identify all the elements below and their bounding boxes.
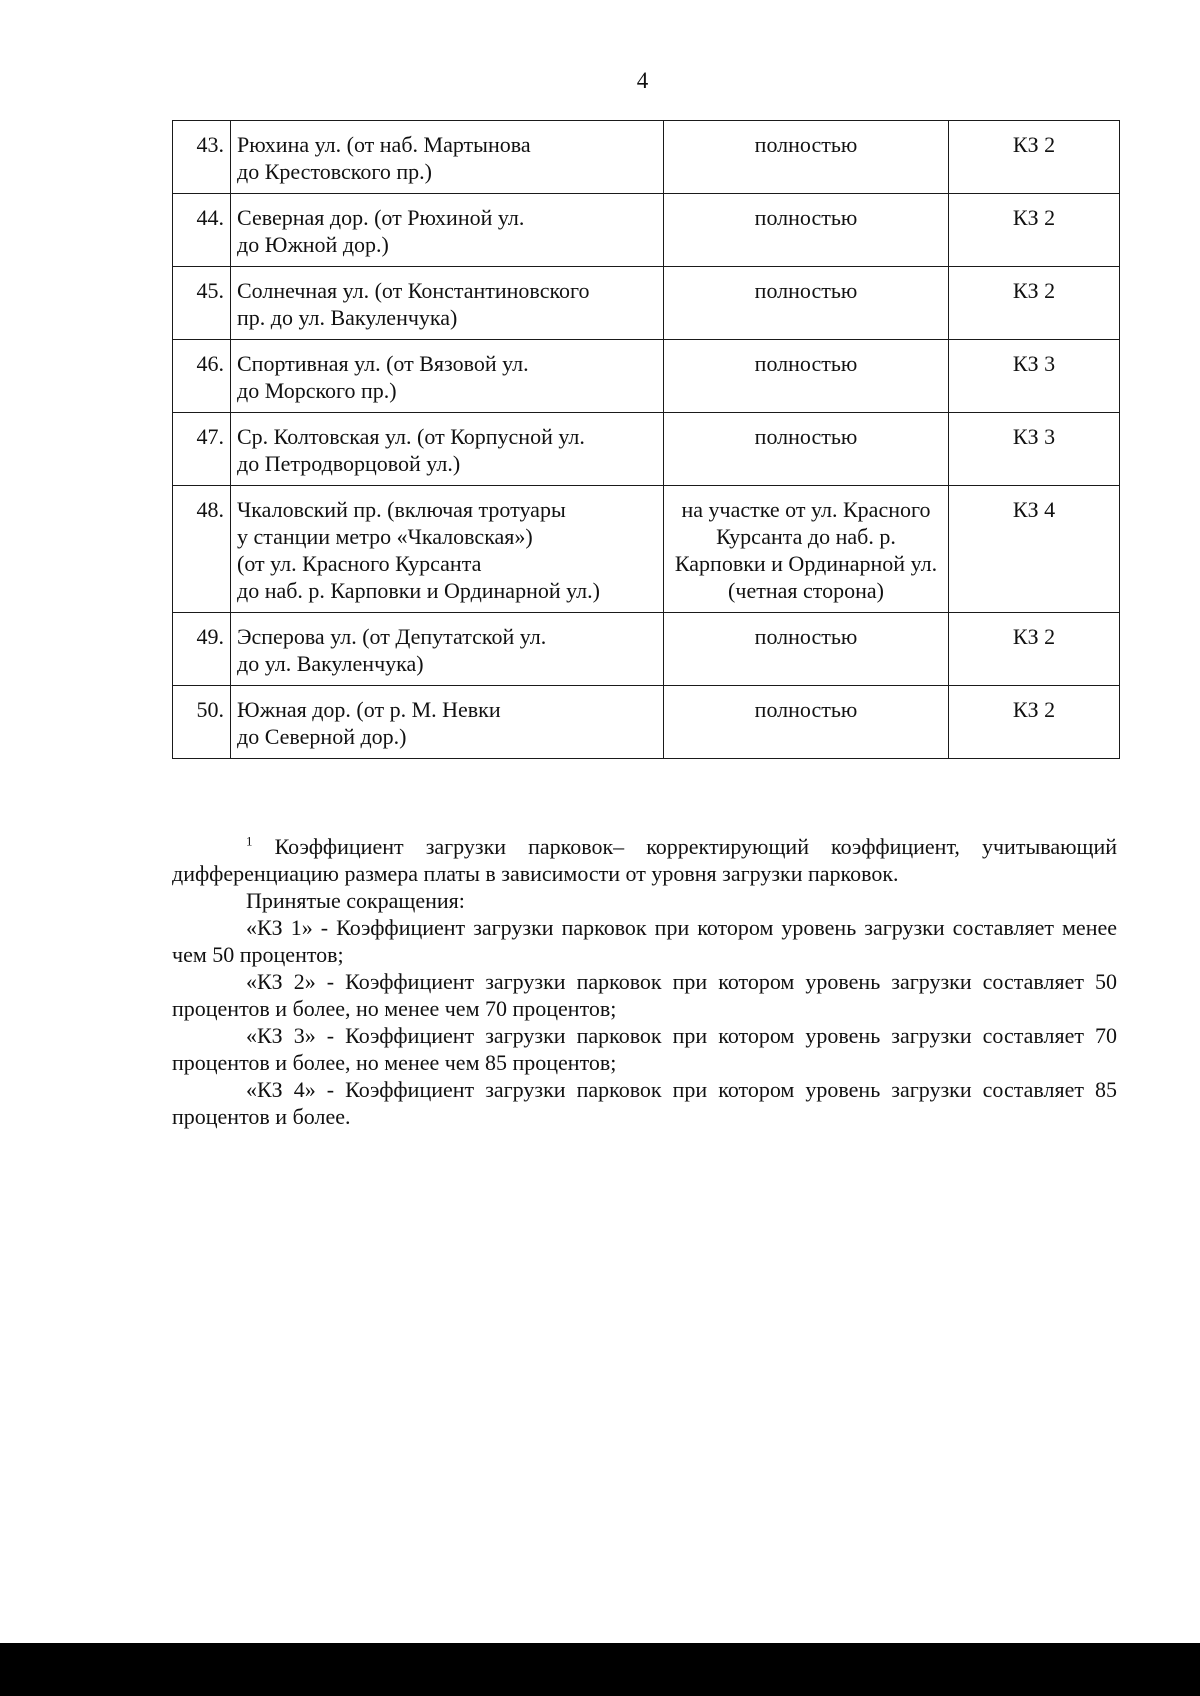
row-number: 47. — [173, 413, 231, 486]
abbreviation-item: «КЗ 3» - Коэффициент загрузки парковок при котором уровень загрузки составляет 70 процентов и более, но менее чем 85 процентов; — [172, 1023, 1117, 1075]
extent-cell: на участке от ул. Красного Курсанта до наб. р. Карповки и Ординарной ул. (четная сторона) — [664, 486, 949, 613]
row-number: 46. — [173, 340, 231, 413]
streets-table — [172, 120, 1120, 759]
street-cell: Спортивная ул. (от Вязовой ул. до Морского пр.) — [231, 340, 664, 413]
coefficient-cell: КЗ 3 — [949, 340, 1120, 413]
abbreviation-item: «КЗ 1» - Коэффициент загрузки парковок при котором уровень загрузки составляет менее чем 50 процентов; — [172, 915, 1117, 967]
table-row — [173, 486, 1120, 613]
row-number: 43. — [173, 121, 231, 194]
extent-cell: полностью — [664, 340, 949, 413]
abbreviation-item: «КЗ 4» - Коэффициент загрузки парковок при котором уровень загрузки составляет 85 процентов и более. — [172, 1077, 1117, 1129]
row-number: 50. — [173, 686, 231, 759]
street-cell: Южная дор. (от р. М. Невки до Северной дор.) — [231, 686, 664, 759]
row-number: 45. — [173, 267, 231, 340]
coefficient-cell: КЗ 2 — [949, 686, 1120, 759]
row-number: 44. — [173, 194, 231, 267]
street-cell: Рюхина ул. (от наб. Мартынова до Крестовского пр.) — [231, 121, 664, 194]
extent-cell: полностью — [664, 413, 949, 486]
extent-cell: полностью — [664, 194, 949, 267]
coefficient-cell: КЗ 2 — [949, 121, 1120, 194]
row-number: 48. — [173, 486, 231, 613]
table-row — [173, 613, 1120, 686]
extent-cell: полностью — [664, 613, 949, 686]
footnote-marker: 1 — [246, 833, 253, 849]
extent-cell: полностью — [664, 267, 949, 340]
table-row — [173, 686, 1120, 759]
street-cell: Эсперова ул. (от Депутатской ул. до ул. Вакуленчука) — [231, 613, 664, 686]
table-row — [173, 413, 1120, 486]
table-row — [173, 194, 1120, 267]
street-cell: Ср. Колтовская ул. (от Корпусной ул. до Петродворцовой ул.) — [231, 413, 664, 486]
scan-bottom-border — [0, 1643, 1200, 1696]
abbreviation-item: «КЗ 2» - Коэффициент загрузки парковок при котором уровень загрузки составляет 50 процентов и более, но менее чем 70 процентов; — [172, 969, 1117, 1021]
coefficient-cell: КЗ 3 — [949, 413, 1120, 486]
street-cell: Северная дор. (от Рюхиной ул. до Южной дор.) — [231, 194, 664, 267]
coefficient-cell: КЗ 2 — [949, 613, 1120, 686]
coefficient-cell: КЗ 2 — [949, 267, 1120, 340]
table-row — [173, 340, 1120, 413]
coefficient-cell: КЗ 2 — [949, 194, 1120, 267]
row-number: 49. — [173, 613, 231, 686]
street-cell: Солнечная ул. (от Константиновского пр. до ул. Вакуленчука) — [231, 267, 664, 340]
footnotes — [172, 833, 1117, 1130]
extent-cell: полностью — [664, 121, 949, 194]
table-row — [173, 267, 1120, 340]
page-number: 4 — [636, 68, 649, 93]
extent-cell: полностью — [664, 686, 949, 759]
street-cell: Чкаловский пр. (включая тротуары у станции метро «Чкаловская») (от ул. Красного Курсанта до наб. р. Карповки и Ординарной ул.) — [231, 486, 664, 613]
table-row — [173, 121, 1120, 194]
abbreviations-heading: Принятые сокращения: — [246, 888, 465, 913]
coefficient-cell: КЗ 4 — [949, 486, 1120, 613]
footnote-definition — [172, 833, 1117, 887]
footnote-definition-text: Коэффициент загрузки парковок– корректирующий коэффициент, учитывающий дифференциацию размера платы в зависимости от уровня загрузки парковок. — [172, 834, 1118, 886]
